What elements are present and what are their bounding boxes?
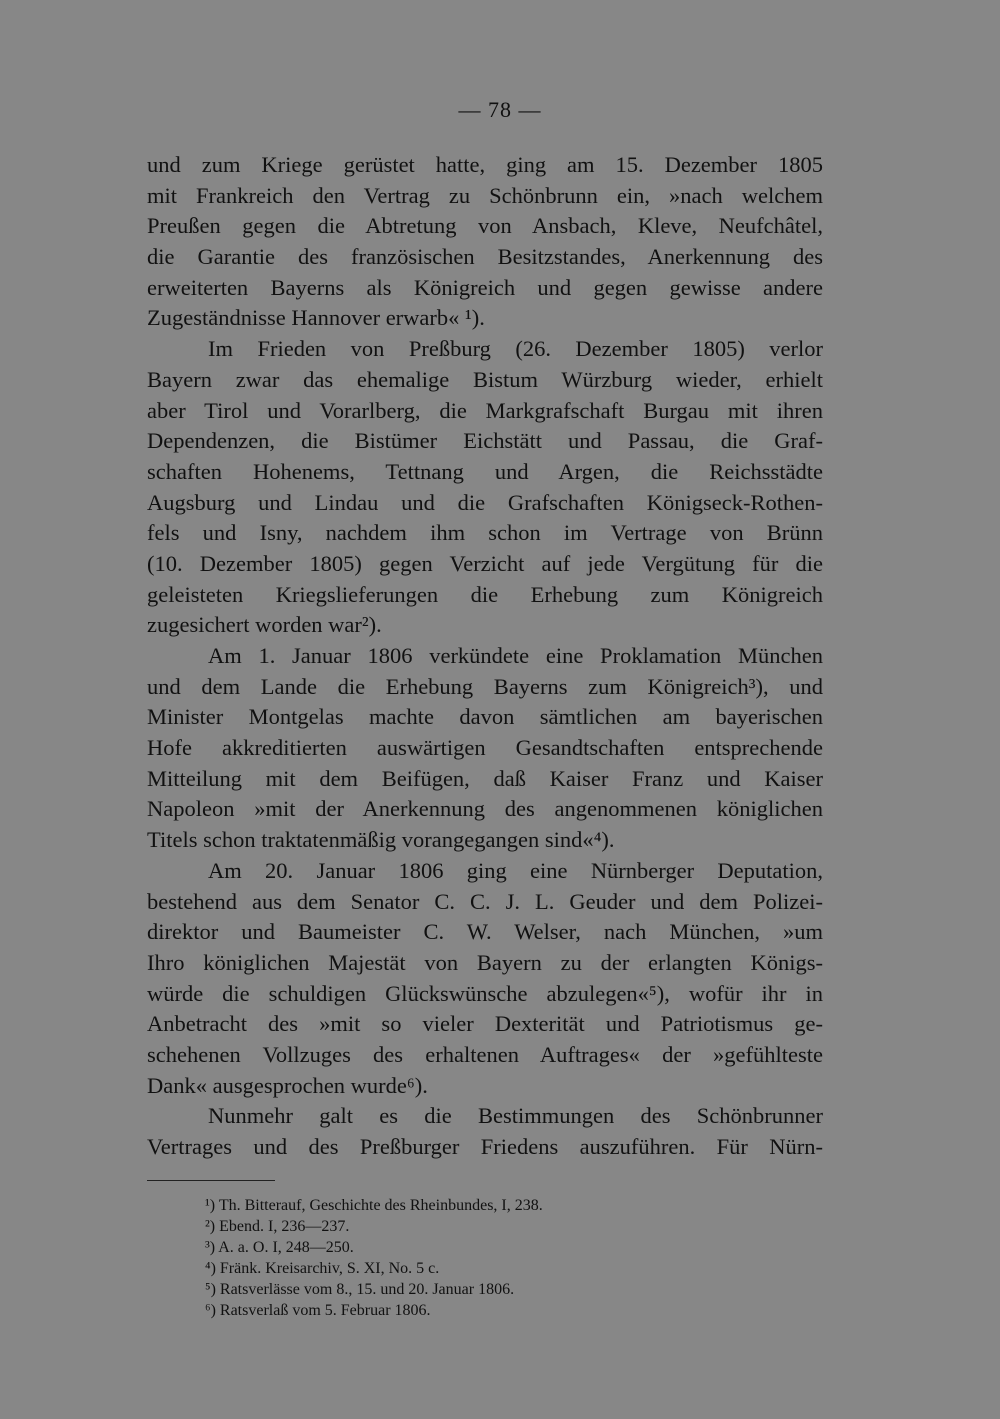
text-line: Ihro königlichen Majestät von Bayern zu der erlangten Königs- <box>147 949 823 975</box>
text-line: Napoleon »mit der Anerkennung des angenommenen königlichen <box>147 796 823 822</box>
text-line: fels und Isny, nachdem ihm schon im Vertrage von Brünn <box>147 520 823 546</box>
text-line: Am 20. Januar 1806 ging eine Nürnberger Deputation, <box>208 857 823 883</box>
text-line: Mitteilung mit dem Beifügen, daß Kaiser Franz und Kaiser <box>147 765 823 791</box>
page-number: — 78 — <box>458 97 542 122</box>
text-line: geleisteten Kriegslieferungen die Erhebung zum Königreich <box>147 581 823 607</box>
text-line: bestehend aus dem Senator C. C. J. L. Geuder und dem Polizei- <box>147 888 823 914</box>
footnote: ⁴) Fränk. Kreisarchiv, S. XI, No. 5 c. <box>205 1260 440 1277</box>
footnote: ⁶) Ratsverlaß vom 5. Februar 1806. <box>205 1302 431 1319</box>
text-line: Dank« ausgesprochen wurde⁶). <box>147 1072 428 1098</box>
text-line: direktor und Baumeister C. W. Welser, nach München, »um <box>147 919 823 945</box>
text-line: und zum Kriege gerüstet hatte, ging am 15. Dezember 1805 <box>147 152 823 177</box>
text-line: zugesichert worden war²). <box>147 612 382 638</box>
text-line: Preußen gegen die Abtretung von Ansbach, Kleve, Neufchâtel, <box>147 213 823 239</box>
text-line: Hofe akkreditierten auswärtigen Gesandtschaften entsprechende <box>147 735 823 761</box>
text-line: mit Frankreich den Vertrag zu Schönbrunn ein, »nach welchem <box>147 182 823 208</box>
text-line: Titels schon traktatenmäßig vorangegangen sind«⁴). <box>147 827 615 853</box>
text-line: Nunmehr galt es die Bestimmungen des Schönbrunner <box>208 1103 823 1129</box>
text-line: würde die schuldigen Glückswünsche abzulegen«⁵), wofür ihr in <box>147 980 823 1006</box>
footnote: ²) Ebend. I, 236—237. <box>205 1218 350 1235</box>
text-line: Zugeständnisse Hannover erwarb« ¹). <box>147 305 485 331</box>
main-text <box>147 150 823 1163</box>
text-line: Augsburg und Lindau und die Grafschaften Königseck-Rothen- <box>147 489 823 515</box>
text-line: aber Tirol und Vorarlberg, die Markgrafschaft Burgau mit ihren <box>147 397 823 423</box>
footnote: ⁵) Ratsverlässe vom 8., 15. und 20. Januar 1806. <box>205 1281 515 1298</box>
text-line: Anbetracht des »mit so vieler Dexterität und Patriotismus ge- <box>147 1011 823 1037</box>
text-line: Dependenzen, die Bistümer Eichstätt und Passau, die Graf- <box>147 428 823 454</box>
text-line: schehenen Vollzuges des erhaltenen Auftrages« der »gefühlteste <box>147 1041 823 1067</box>
text-line: erweiterten Bayerns als Königreich und gegen gewisse andere <box>147 274 823 300</box>
text-line: Im Frieden von Preßburg (26. Dezember 1805) verlor <box>208 336 823 362</box>
text-line: die Garantie des französischen Besitzstandes, Anerkennung des <box>147 244 823 270</box>
text-line: Am 1. Januar 1806 verkündete eine Proklamation München <box>208 643 823 668</box>
text-line: schaften Hohenems, Tettnang und Argen, die Reichsstädte <box>147 458 823 484</box>
footnote: ³) A. a. O. I, 248—250. <box>205 1239 354 1256</box>
text-line: (10. Dezember 1805) gegen Verzicht auf jede Vergütung für die <box>147 550 823 576</box>
text-line: Minister Montgelas machte davon sämtlichen am bayerischen <box>147 704 823 730</box>
text-line: und dem Lande die Erhebung Bayerns zum Königreich³), und <box>147 673 823 699</box>
text-line: Vertrages und des Preßburger Friedens auszuführen. Für Nürn- <box>147 1134 823 1159</box>
text-line: Bayern zwar das ehemalige Bistum Würzburg wieder, erhielt <box>147 366 823 392</box>
footnote-divider <box>147 1180 275 1181</box>
footnotes <box>205 1195 765 1321</box>
footnote: ¹) Th. Bitterauf, Geschichte des Rheinbundes, I, 238. <box>205 1197 543 1214</box>
